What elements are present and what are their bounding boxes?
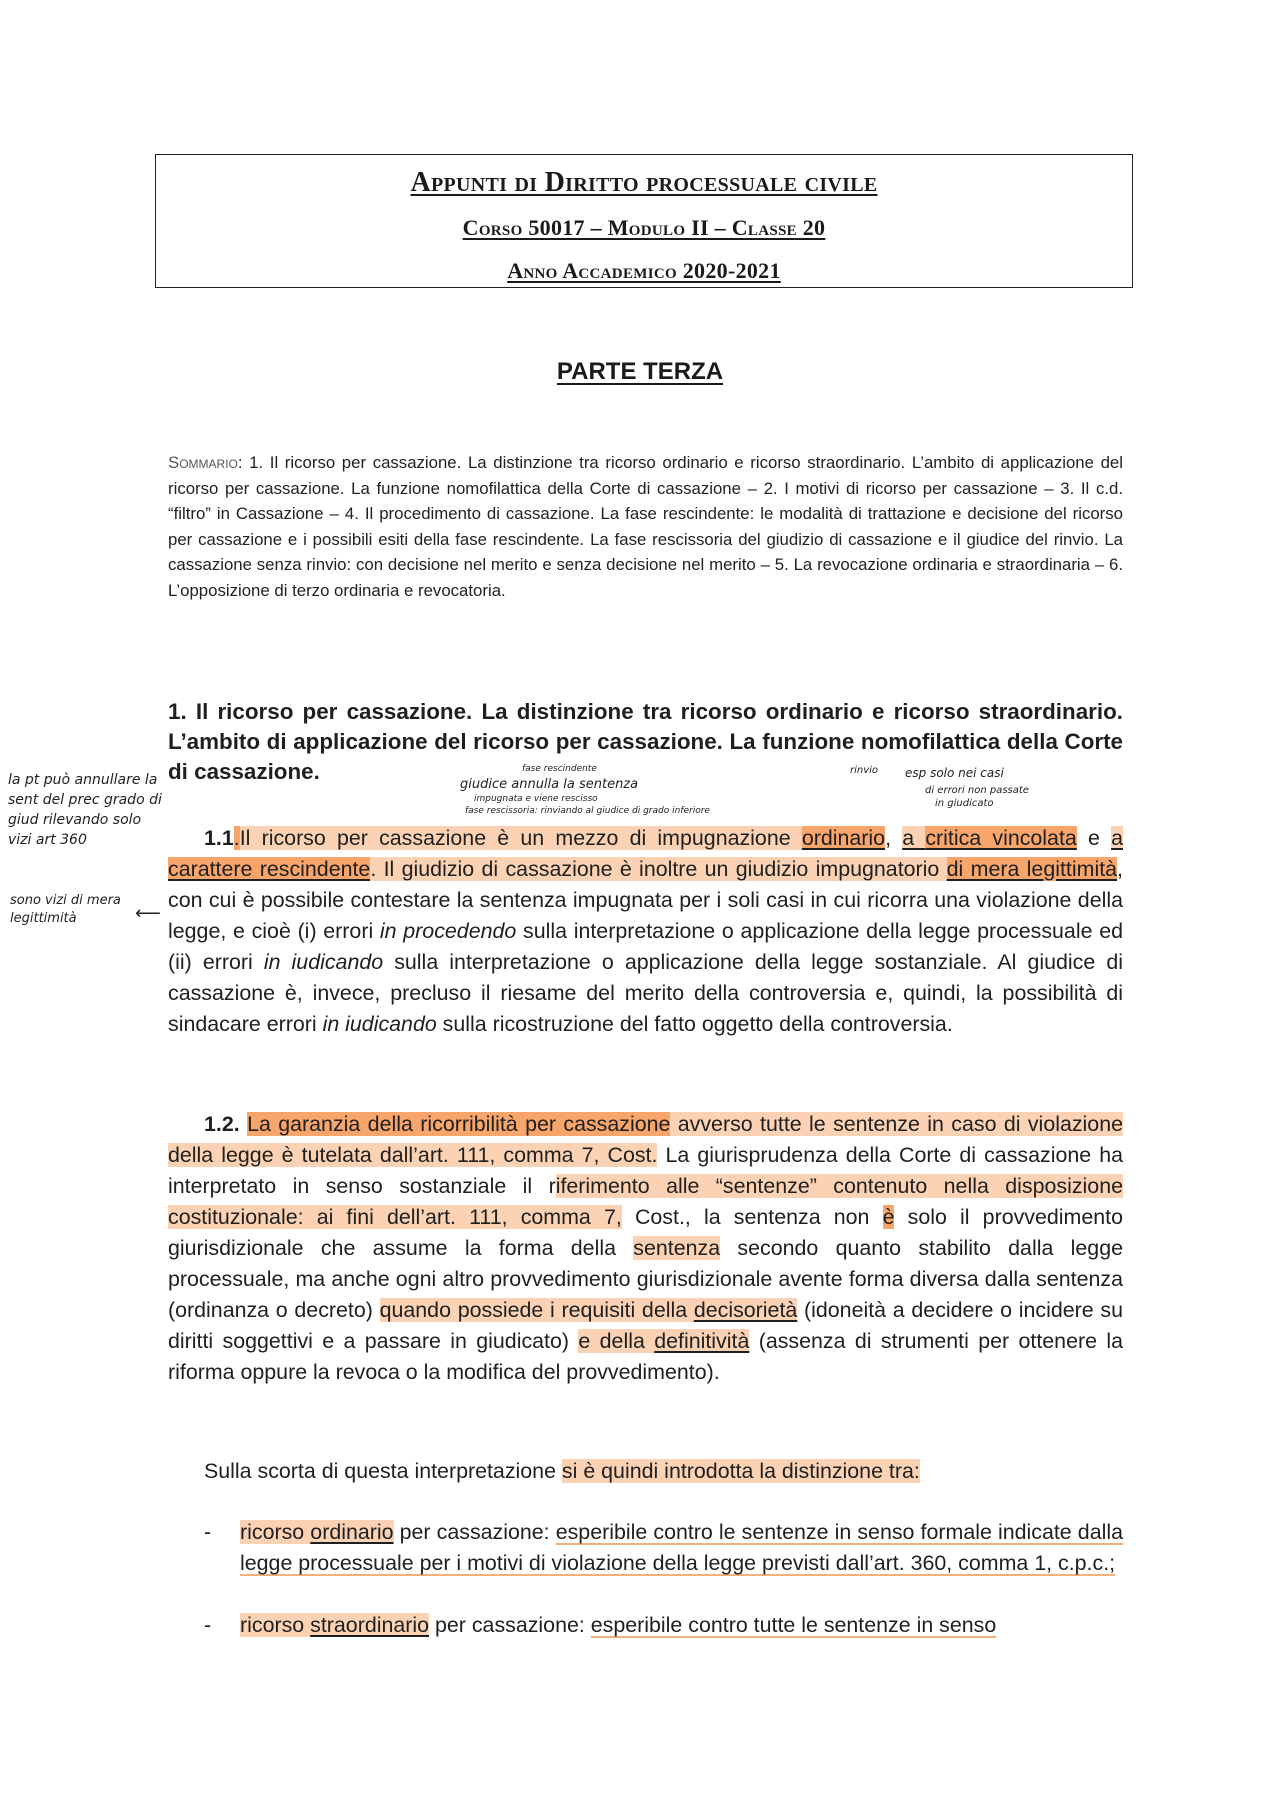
handwritten-note-above-2: giudice annulla la sentenza <box>460 777 639 792</box>
paragraph-1-1: 1.1.Il ricorso per cassazione è un mezzo di impugnazione ordinario, a critica vincolata e a carattere rescindente. Il giudizio di cassazione è inoltre un giudizio impugnatorio di mera legittimità, con cui è possibile contestare la sentenza impugnata per i soli casi in cui ricorra una violazione della legge, e cioè (i) errori in procedendo sulla interpretazione o applicazione della legge processuale ed (ii) errori in iudicando sulla interpretazione o applicazione della legge sostanziale. Al giudice di cassazione è, invece, precluso il riesame del merito della controversia e, quindi, la possibilità di sindacare errori in iudicando sulla ricostruzione del fatto oggetto della controversia. <box>168 826 1123 1036</box>
handwritten-note-right-2: esp solo nei casi <box>905 766 1004 780</box>
summary <box>168 450 1123 603</box>
handwritten-note-right-1: rinvio <box>850 765 879 776</box>
document-title: Appunti di Diritto processuale civile <box>410 167 878 198</box>
handwritten-note-above-3: impugnata e viene rescisso <box>474 794 598 804</box>
section-heading: 1. Il ricorso per cassazione. La distinzione tra ricorso ordinario e ricorso straordinario. L’ambito di applicazione del ricorso per cassazione. La funzione nomofilattica della Corte di cassazione. <box>168 699 1123 784</box>
handwritten-note-right-3: di errori non passate <box>925 785 1029 796</box>
handwritten-note-above-4: fase rescissoria: rinviando al giudice di grado inferiore <box>465 806 710 816</box>
part-title: PARTE TERZA <box>556 358 724 385</box>
paragraph-number: 1.1 <box>204 826 234 850</box>
handwritten-note-left-1: la pt può annullare la sent del prec grado di giud rilevando solo vizi art 360 <box>8 772 162 848</box>
document-page: Appunti di Diritto processuale civile Corso 50017 – Modulo II – Classe 20 Anno Accademico 2020-2021 PARTE TERZA Sommario: 1. Il ricorso per cassazione. La distinzione tra ricorso ordinario e ricorso straordinario. L’ambito di applicazione del ricorso per cassazione. La funzione nomofilattica della Corte di cassazione – 2. I motivi di ricorso per cassazione – 3. Il c.d. “filtro” in Cassazione – 4. Il procedimento di cassazione. La fase rescindente: le modalità di trattazione e decisione del ricorso per cassazione e i possibili esiti della fase rescindente. La fase rescissoria del giudizio di cassazione e il giudice del rinvio. La cassazione senza rinvio: con decisione nel merito e senza decisione nel merito – 5. La revocazione ordinaria e straordinaria – 6. L’opposizione di terzo ordinaria e revocatoria. 1. Il ricorso per cassazione. La distinzione tra ricorso ordinario e ricorso straordinario. L’ambito di applicazione del ricorso per cassazione. La funzione nomofilattica della Corte di cassazione. 1.1.Il ricorso per cassazione è un mezzo di impugnazione ordinario, a critica vincolata e a carattere rescindente. Il giudizio di cassazione è inoltre un giudizio impugnatorio di mera legittimità, con cui è possibile contestare la sentenza impugnata per i soli casi in cui ricorra una violazione della legge, e cioè (i) errori in procedendo sulla interpretazione o applicazione della legge processuale ed (ii) errori in iudicando sulla interpretazione o applicazione della legge sostanziale. Al giudice di cassazione è, invece, precluso il riesame del merito della controversia e, quindi, la possibilità di sindacare errori in iudicando sulla ricostruzione del fatto oggetto della controversia. 1.2. La garanzia della ricorribilità per cassazione avverso tutte le sentenze in caso di violazione della legge è tutelata dall’art. 111, comma 7, Cost. La giurisprudenza della Corte di cassazione ha interpretato in senso sostanziale il riferimento alle “sentenze” contenuto nella disposizione costituzionale: ai fini dell’art. 111, comma 7, Cost., la sentenza non è solo il provvedimento giurisdizionale che assume la forma della sentenza secondo quanto stabilito dalla legge processuale, ma anche ogni altro provvedimento giurisdizionale avente forma diversa dalla sentenza (ordinanza o decreto) quando possiede i requisiti della decisorietà (idoneità a decidere o incidere su diritti soggettivi e a passare in giudicato) e della definitività (assenza di strumenti per ottenere la riforma oppure la revoca o la modifica del provvedimento). Sulla scorta di questa interpretazione si è quindi introdotta la distinzione tra: - ricorso ordinario per cassazione: esperibile contro le sentenze in senso formale indicate dalla legge processuale per i motivi di violazione della legge previsti dall’art. 360, comma 1, c.p.c.; - ricorso straordinario per cassazione: esperibile contro tutte le sentenze in senso la pt può annullare la sent del prec grado di giud rilevando solo vizi art 360 sono vizi di mera legittimità ⟵ fase rescindente giudice annulla la sentenza impugnata e viene rescisso fase rescissoria: rinviando al giudice di grado inferiore rinvio esp solo nei casi di errori non passate in giudicato <box>0 0 1280 1811</box>
summary-label: Sommario <box>168 453 238 472</box>
handwritten-note-above-1: fase rescindente <box>522 764 597 774</box>
course-info: Corso 50017 – Modulo II – Classe 20 <box>462 215 826 240</box>
paragraph-intro-list: Sulla scorta di questa interpretazione si è quindi introdotta la distinzione tra: <box>204 1459 920 1483</box>
arrow-icon: ⟵ <box>135 903 161 924</box>
paragraph-number: 1.2. <box>204 1112 240 1136</box>
handwritten-note-left-2: sono vizi di mera legittimità <box>10 893 121 926</box>
summary-text: : 1. Il ricorso per cassazione. La distinzione tra ricorso ordinario e ricorso straordinario. L’ambito di applicazione del ricorso per cassazione. La funzione nomofilattica della Corte di cassazione – 2. I motivi di ricorso per cassazione – 3. Il c.d. “filtro” in Cassazione – 4. Il procedimento di cassazione. La fase rescindente: le modalità di trattazione e decisione del ricorso per cassazione e i possibili esiti della fase rescindente. La fase rescissoria del giudizio di cassazione e il giudice del rinvio. La cassazione senza rinvio: con decisione nel merito e senza decisione nel merito – 5. La revocazione ordinaria e straordinaria – 6. L’opposizione di terzo ordinaria e revocatoria. <box>168 453 1123 600</box>
title-box <box>155 154 1133 288</box>
paragraph-1-2: 1.2. La garanzia della ricorribilità per cassazione avverso tutte le sentenze in caso di violazione della legge è tutelata dall’art. 111, comma 7, Cost. La giurisprudenza della Corte di cassazione ha interpretato in senso sostanziale il riferimento alle “sentenze” contenuto nella disposizione costituzionale: ai fini dell’art. 111, comma 7, Cost., la sentenza non è solo il provvedimento giurisdizionale che assume la forma della sentenza secondo quanto stabilito dalla legge processuale, ma anche ogni altro provvedimento giurisdizionale avente forma diversa dalla sentenza (ordinanza o decreto) quando possiede i requisiti della decisorietà (idoneità a decidere o incidere su diritti soggettivi e a passare in giudicato) e della definitività (assenza di strumenti per ottenere la riforma oppure la revoca o la modifica del provvedimento). <box>168 1112 1124 1384</box>
handwritten-note-right-4: in giudicato <box>935 798 994 809</box>
academic-year: Anno Accademico 2020-2021 <box>507 258 781 283</box>
